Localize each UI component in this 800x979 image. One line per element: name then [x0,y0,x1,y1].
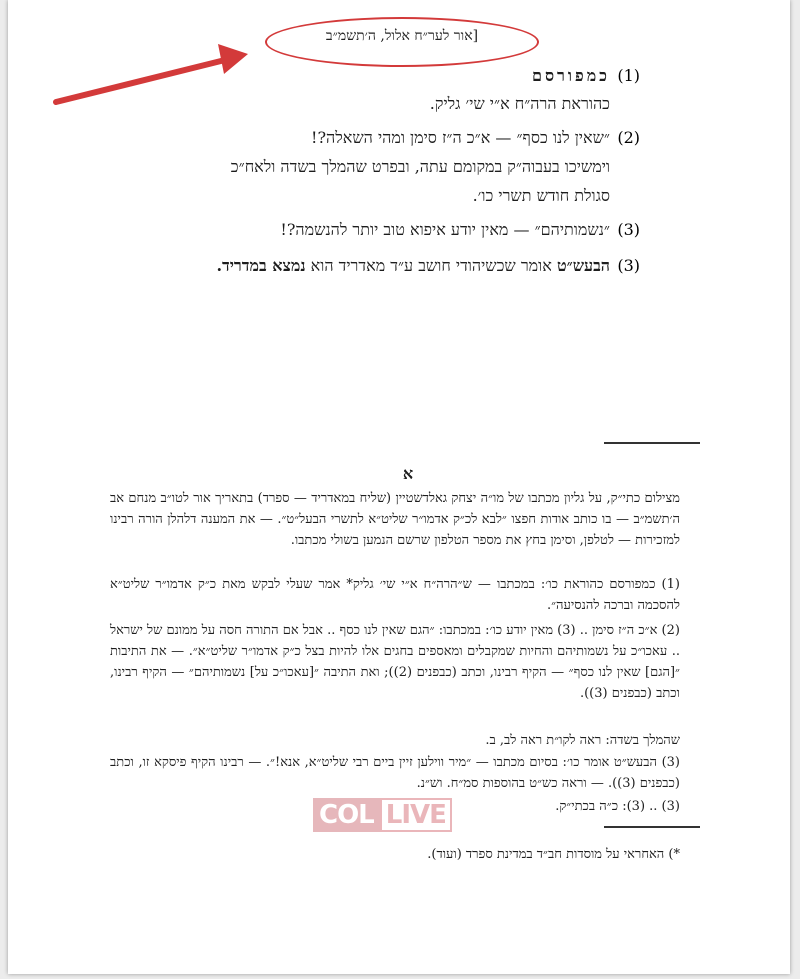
divider-rule [604,826,700,828]
item-text [216,256,610,276]
item-text: כהוראת הרה״ח א״י שי׳ גליק. [429,94,610,113]
note-paragraph: (2) א״כ ה״ז סימן .. (3) מאין יודע כו׳: במכתבו: ״הגם שאין לנו כסף .. אבל אם התורה חסה על ממונם של ישראל .. עאכו״כ על נשמותיהם והחיות שמקבלים ומאספים בחגים אלו להיות בצל כ״ק אדמו״ר שליט״א״. — את התיבות ״[הגם] שאין לנו כסף״ — הקיף רבינו, וכתב (כבפנים (2)); ואת התיבה ״[עאכו״כ על] נשמותיהם״ — הקיף רבינו, וכתב (כבפנים (3)). [110,623,681,701]
item-text: ״שאין לנו כסף״ — א״כ ה״ז סימן ומהי השאלה?! [311,128,610,147]
item-number: (3) [617,220,640,239]
note-paragraph: מצילום כתי״ק, על גליון מכתבו של מו״ה יצחק גאלדשטיין (שליח במאדריד — ספרד) בתאריך אור לטו״ב מנחם אב ה׳תשמ״ב — בו כותב אודות חפצו ״לבא לכ״ק אדמו״ר שליט״א לתשרי הבעל״ט״. — את המענה דלהלן הורה רבינו למזכירות — לטלפן, וסימן בחץ את מספר הטלפון שרשם הנמען בשולי מכתבו. [110,491,680,548]
divider-rule [604,442,700,444]
item-number: (1) [617,66,640,85]
besht-bold: הבעש״ט [556,256,610,275]
item-number: (3) [617,256,640,275]
watermark-live: LIVE [380,798,452,832]
item-text-continued: סגולת חודש תשרי כו׳. [472,186,610,205]
item-number: (2) [617,128,640,147]
footnote: *) האחראי על מוסדות חב״ד במדינת ספרד (ועוד). [427,847,680,862]
date-label: [אור לער״ח אלול, ה׳תשמ״ב [325,28,479,44]
madrid-bold: נמצא במדריד. [216,256,306,275]
note-paragraph: (3) הבעש״ט אומר כו׳: בסיום מכתבו — ״מיר ווילען זיין ביים רבי שליט״א, אנא!״. — רבינו הקיף פיסקא זו, וכתב (כבפנים (3)). — וראה כש״ט בהוספות סמ״ח. וש״נ. [110,755,680,791]
item-text: ״נשמותיהם״ — מאין יודע איפוא טוב יותר להנשמה?! [280,220,610,239]
red-arrow-icon [48,40,258,110]
note-paragraph: (3) .. (3): כ״ה בכתי״ק. [555,799,680,814]
note-paragraph: שהמלך בשדה: ראה לקו״ת ראה לב, ב. [485,733,680,748]
watermark-col: COL [313,798,380,832]
watermark-logo [313,798,452,832]
item-text-plain: אומר שכשיהודי חושב ע״ד מאדריד הוא [310,256,552,275]
item-text-continued: וימשיכו בעבוה״ק במקומם עתה, ובפרט שהמלך בשדה ולאח״כ [230,157,610,176]
section-letter: א [402,464,414,483]
note-paragraph: (1) כמפורסם כהוראת כו׳: במכתבו — ש״הרה״ח א״י שי׳ גליק* אמר שעלי לבקש מאת כ״ק אדמו״ר שליט״א להסכמה וברכה להנסיעה״. [110,577,680,613]
document-page [8,0,790,974]
item-title: כמפורסם [531,66,610,85]
